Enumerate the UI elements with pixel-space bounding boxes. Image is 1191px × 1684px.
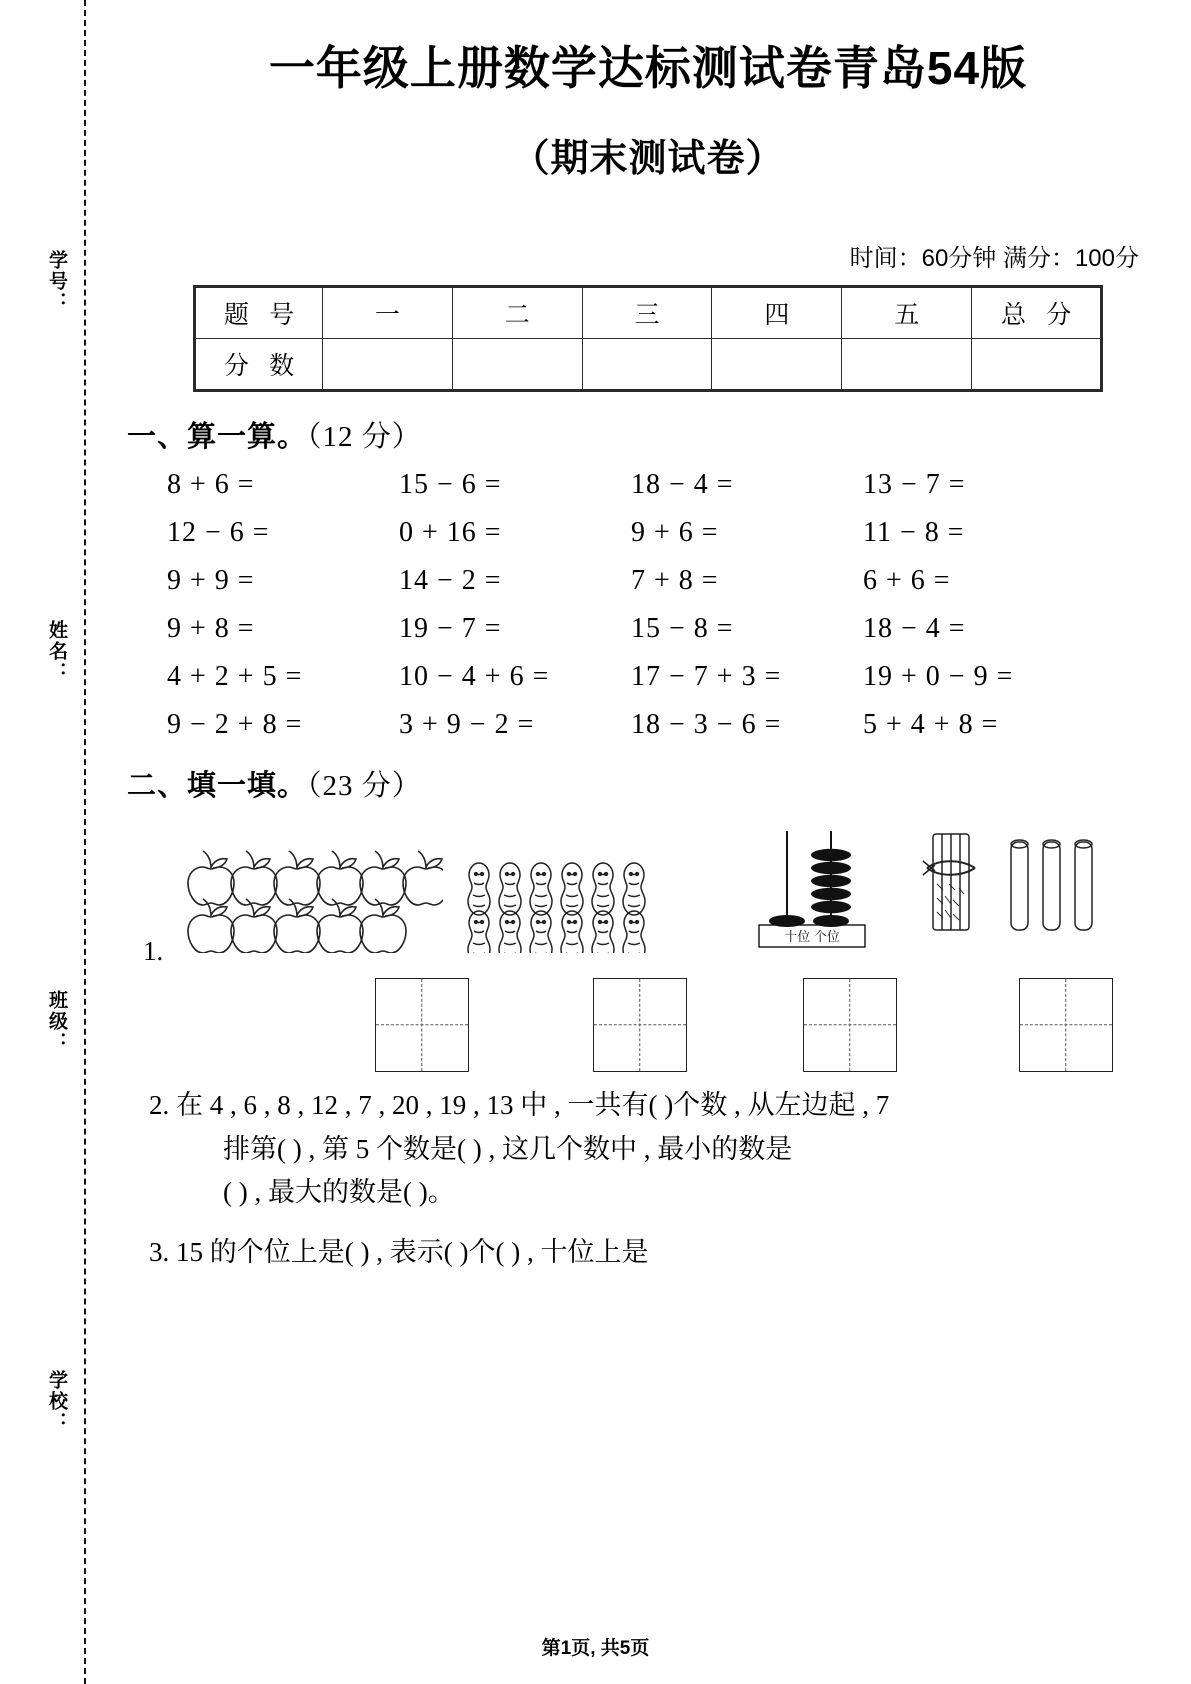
section-two-label: 二、填一填。: [127, 769, 308, 802]
score-col-5: 五: [842, 286, 972, 338]
arithmetic-problem[interactable]: 12 − 6 =: [167, 516, 270, 548]
margin-label-student-id: 学号：: [46, 250, 67, 313]
answer-box-apples[interactable]: [375, 978, 469, 1072]
section-one-points: （12 分）: [307, 420, 422, 453]
arithmetic-problem[interactable]: 5 + 4 + 8 =: [863, 708, 999, 740]
page-footer: 第1页, 共5页: [541, 1638, 650, 1659]
question-2-line-1: 2. 在 4 , 6 , 8 , 12 , 7 , 20 , 19 , 13 中 , 一共有( )个数 , 从左边起 , 7: [149, 1089, 890, 1120]
arithmetic-problem[interactable]: 19 − 7 =: [399, 612, 502, 644]
exam-page: [105, 0, 1191, 1684]
score-cell-3[interactable]: [582, 338, 712, 390]
stick-bundle-group: [919, 828, 1109, 958]
abacus-caption: 十位 个位: [784, 928, 840, 944]
arithmetic-problem[interactable]: 9 + 6 =: [631, 516, 719, 548]
margin-label-class: 班级：: [46, 990, 67, 1053]
peanut-group: [465, 833, 705, 958]
arithmetic-problem[interactable]: 15 − 6 =: [399, 468, 502, 500]
answer-box-peanuts[interactable]: [593, 978, 687, 1072]
question-1-answer-boxes: [183, 978, 1143, 1074]
arithmetic-problem[interactable]: 9 + 9 =: [167, 564, 255, 596]
section-one-label: 一、算一算。: [127, 420, 308, 453]
score-cell-4[interactable]: [712, 338, 842, 390]
arithmetic-problem[interactable]: 15 − 8 =: [631, 612, 734, 644]
arithmetic-problem[interactable]: 9 + 8 =: [167, 612, 255, 644]
score-col-3: 三: [582, 286, 712, 338]
score-cell-total[interactable]: [972, 338, 1102, 390]
arithmetic-problem[interactable]: 18 − 3 − 6 =: [631, 708, 782, 740]
score-col-4: 四: [712, 286, 842, 338]
score-col-2: 二: [452, 286, 582, 338]
section-heading-one: [127, 414, 1191, 455]
arithmetic-problem[interactable]: 13 − 7 =: [863, 468, 966, 500]
question-1-number: 1.: [143, 935, 164, 966]
question-3-line-1: 3. 15 的个位上是( ) , 表示( )个( ) , 十位上是: [149, 1237, 649, 1268]
page-title: 一年级上册数学达标测试卷青岛54版: [268, 42, 1028, 94]
arithmetic-problem[interactable]: 10 − 4 + 6 =: [399, 660, 550, 692]
apple-icon: [183, 833, 443, 953]
abacus-icon: [745, 825, 895, 953]
question-1: [105, 828, 1191, 1068]
arithmetic-problem[interactable]: 6 + 6 =: [863, 564, 951, 596]
score-table-score-row: [195, 338, 1102, 390]
arithmetic-problem[interactable]: 8 + 6 =: [167, 468, 255, 500]
arithmetic-problem[interactable]: 18 − 4 =: [863, 612, 966, 644]
arithmetic-problem[interactable]: 19 + 0 − 9 =: [863, 660, 1014, 692]
score-cell-5[interactable]: [842, 338, 972, 390]
bundle-of-sticks-icon: [919, 828, 1109, 953]
score-col-total: 总 分: [972, 286, 1102, 338]
exam-meta-info: 时间：60分钟 满分：100分: [849, 244, 1139, 272]
score-cell-1[interactable]: [323, 338, 453, 390]
arithmetic-problem[interactable]: 9 − 2 + 8 =: [167, 708, 303, 740]
question-2: [149, 1084, 1109, 1215]
score-cell-2[interactable]: [452, 338, 582, 390]
arithmetic-problem[interactable]: 18 − 4 =: [631, 468, 734, 500]
score-table-row-label-score: 分 数: [195, 338, 323, 390]
score-table: [193, 285, 1103, 392]
page-subtitle: （期末测试卷）: [511, 137, 785, 180]
arithmetic-problem[interactable]: 17 − 7 + 3 =: [631, 660, 782, 692]
answer-box-abacus[interactable]: [803, 978, 897, 1072]
dashed-fold-line: [84, 0, 86, 1684]
score-col-1: 一: [323, 286, 453, 338]
question-2-line-3: ( ) , 最大的数是( )。: [223, 1177, 455, 1208]
left-binding-margin: [0, 0, 105, 1684]
score-table-header-row: [195, 286, 1102, 338]
section-two-points: （23 分）: [307, 769, 422, 802]
arithmetic-problem[interactable]: 4 + 2 + 5 =: [167, 660, 303, 692]
arithmetic-problem[interactable]: 0 + 16 =: [399, 516, 502, 548]
arithmetic-problem[interactable]: 11 − 8 =: [863, 516, 965, 548]
abacus-group: [745, 825, 895, 958]
margin-label-school: 学校：: [46, 1370, 67, 1433]
question-1-picture-row: [183, 828, 1143, 958]
arithmetic-problem[interactable]: 3 + 9 − 2 =: [399, 708, 535, 740]
margin-label-name: 姓名：: [46, 620, 67, 683]
arithmetic-grid: [145, 469, 1145, 741]
section-heading-two: [127, 763, 1191, 804]
question-3: [149, 1231, 1109, 1275]
arithmetic-problem[interactable]: 7 + 8 =: [631, 564, 719, 596]
answer-box-sticks[interactable]: [1019, 978, 1113, 1072]
arithmetic-problem[interactable]: 14 − 2 =: [399, 564, 502, 596]
peanut-icon: [465, 833, 705, 953]
apple-group: [183, 833, 443, 958]
score-table-row-label-question: 题 号: [195, 286, 323, 338]
question-2-line-2: 排第( ) , 第 5 个数是( ) , 这几个数中 , 最小的数是: [223, 1133, 793, 1164]
